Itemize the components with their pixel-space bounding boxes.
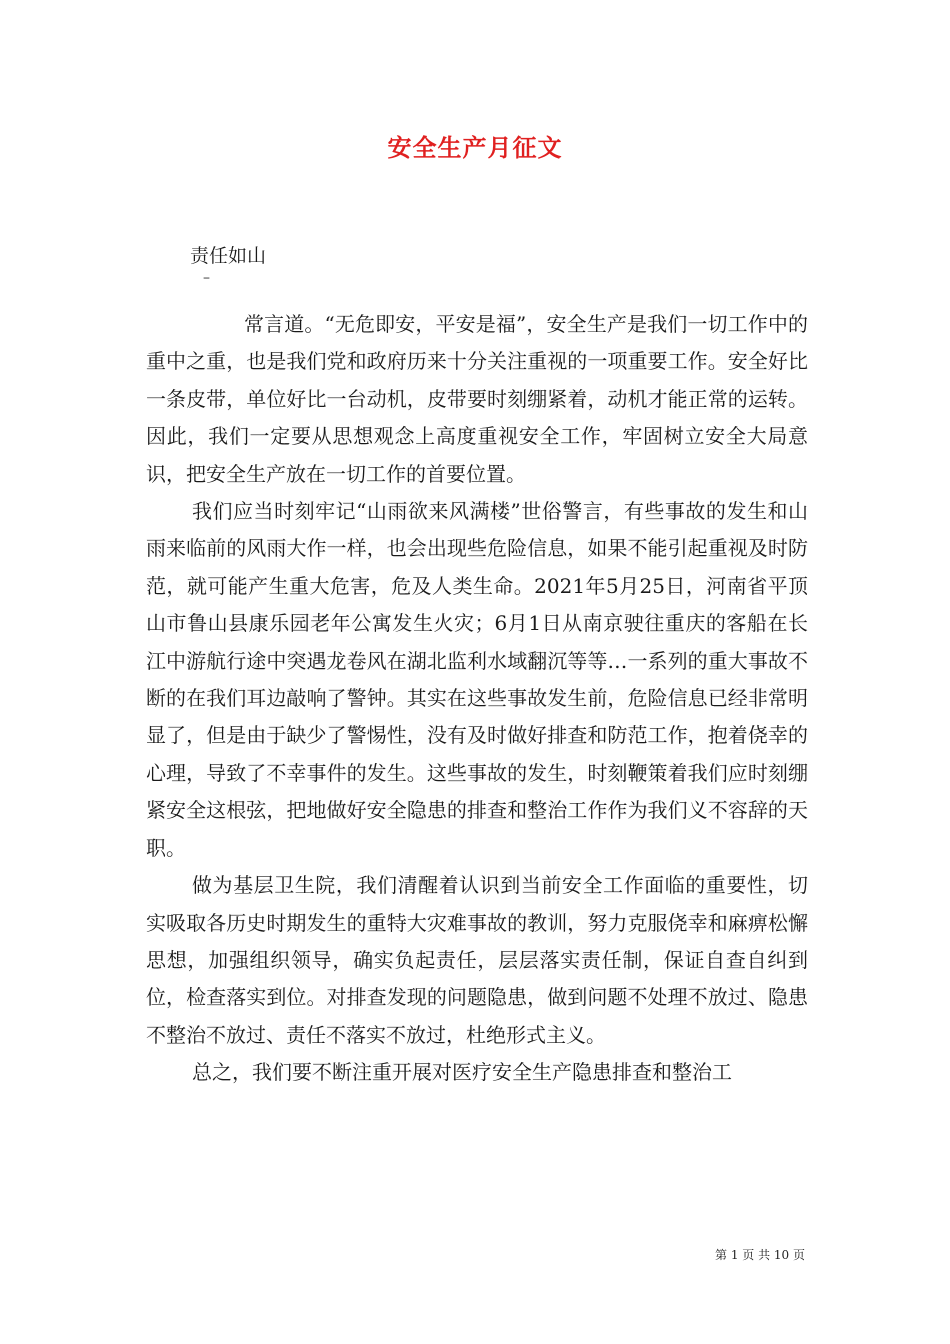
- document-subtitle: 责任如山: [190, 245, 267, 267]
- document-body: [146, 306, 808, 1092]
- paragraph-2: 我们应当时刻牢记“山雨欲来风满楼”世俗警言，有些事故的发生和山雨来临前的风雨大作一样，也会出现些危险信息，如果不能引起重视及时防范，就可能产生重大危害，危及人类生命。2021年5月25日，河南省平顶山市鲁山县康乐园老年公寓发生火灾；6月1日从南京驶往重庆的客船在长江中游航行途中突遇龙卷风在湖北监利水域翻沉等等…一系列的重大事故不断的在我们耳边敲响了警钟。其实在这些事故发生前，危险信息已经非常明显了，但是由于缺少了警惕性，没有及时做好排查和防范工作，抱着侥幸的心理，导致了不幸事件的发生。这些事故的发生，时刻鞭策着我们应时刻绷紧安全这根弦，把地做好安全隐患的排查和整治工作作为我们义不容辞的天职。: [146, 499, 808, 860]
- subtitle-dash: –: [203, 270, 210, 286]
- paragraph-1: 常言道。“无危即安，平安是福”，安全生产是我们一切工作中的重中之重，也是我们党和政府历来十分关注重视的一项重要工作。安全好比一条皮带，单位好比一台动机，皮带要时刻绷紧着，动机才能正常的运转。因此，我们一定要从思想观念上高度重视安全工作，牢固树立安全大局意识，把安全生产放在一切工作的首要位置。: [146, 312, 808, 486]
- paragraph-4: 总之，我们要不断注重开展对医疗安全生产隐患排查和整治工: [192, 1060, 732, 1085]
- paragraph-3: 做为基层卫生院，我们清醒着认识到当前安全工作面临的重要性，切实吸取各历史时期发生的重特大灾难事故的教训，努力克服侥幸和麻痹松懈思想，加强组织领导，确实负起责任，层层落实责任制，保证自查自纠到位，检查落实到位。对排查发现的问题隐患，做到问题不处理不放过、隐患不整治不放过、责任不落实不放过，杜绝形式主义。: [146, 873, 808, 1047]
- page-number-footer: 第 1 页 共 10 页: [715, 1248, 805, 1262]
- document-title: 安全生产月征文: [387, 134, 563, 162]
